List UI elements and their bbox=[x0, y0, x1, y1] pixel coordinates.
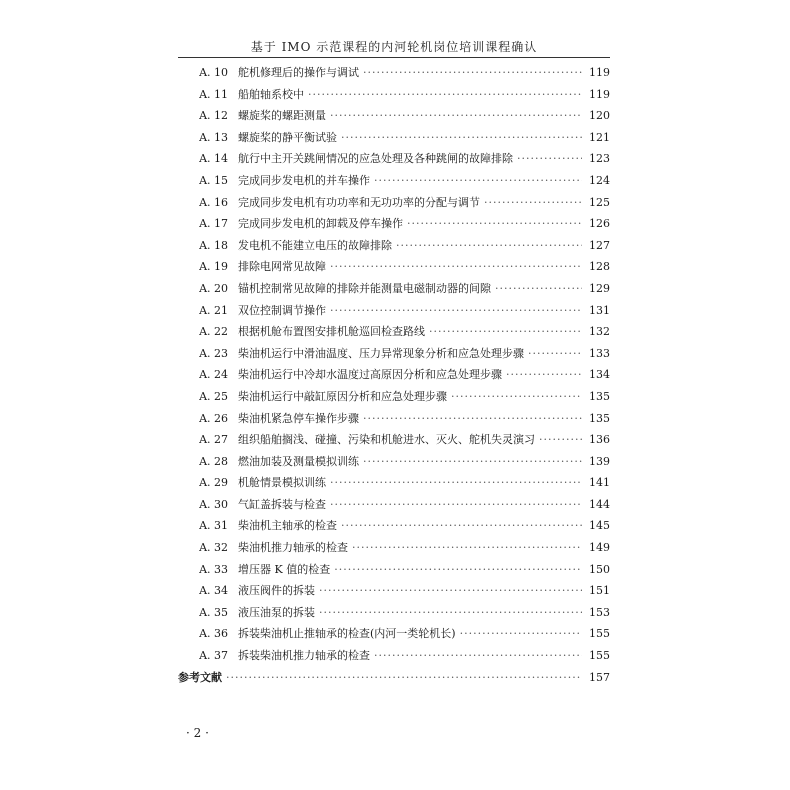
toc-entry-page: 124 bbox=[589, 173, 610, 187]
dot-leader bbox=[337, 515, 582, 537]
toc-entry[interactable] bbox=[178, 300, 610, 322]
toc-entry-title: 增压器 K 值的检查 bbox=[238, 562, 331, 576]
toc-entry-title: 完成同步发电机有功功率和无功功率的分配与调节 bbox=[238, 195, 480, 209]
toc-entry-title: 柴油机运行中敲缸原因分析和应急处理步骤 bbox=[238, 389, 447, 403]
dot-leader bbox=[502, 364, 582, 386]
toc-entry-title: 双位控制调节操作 bbox=[238, 303, 326, 317]
dot-leader bbox=[315, 602, 582, 624]
dot-leader bbox=[326, 105, 582, 127]
toc-entry-number: A. 16 bbox=[199, 195, 228, 209]
toc-entry-title: 螺旋桨的螺距测量 bbox=[238, 109, 326, 123]
toc-entry-page: 145 bbox=[589, 519, 610, 533]
toc-entry-number: A. 22 bbox=[199, 325, 228, 339]
toc-entry[interactable] bbox=[178, 213, 610, 235]
toc-entry-title: 拆装柴油机止推轴承的检查(内河一类轮机长) bbox=[238, 627, 456, 641]
toc-entry-page: 139 bbox=[589, 454, 610, 468]
toc-entry-title: 根据机舱布置图安排机舱巡回检查路线 bbox=[238, 325, 425, 339]
dot-leader bbox=[304, 84, 582, 106]
toc-entry[interactable] bbox=[178, 429, 610, 451]
toc-entry-number: A. 17 bbox=[199, 217, 228, 231]
toc-entry-page: 144 bbox=[589, 497, 610, 511]
toc-entry-page: 128 bbox=[589, 260, 610, 274]
toc-entry-page: 155 bbox=[589, 627, 610, 641]
toc-entry-title: 排除电网常见故障 bbox=[238, 260, 326, 274]
toc-entry-number: A. 23 bbox=[199, 346, 228, 360]
dot-leader bbox=[480, 192, 582, 214]
toc-entry-title: 完成同步发电机的并车操作 bbox=[238, 173, 370, 187]
dot-leader bbox=[337, 127, 582, 149]
toc-entry[interactable] bbox=[178, 278, 610, 300]
toc-entry-page: 135 bbox=[589, 389, 610, 403]
toc-entry-number: A. 29 bbox=[199, 476, 228, 490]
toc-entry[interactable] bbox=[178, 148, 610, 170]
toc-entry-title: 完成同步发电机的卸载及停车操作 bbox=[238, 217, 403, 231]
toc-entry-title: 柴油机运行中滑油温度、压力异常现象分析和应急处理步骤 bbox=[238, 346, 524, 360]
toc-entry-number: A. 12 bbox=[199, 109, 228, 123]
toc-entry[interactable] bbox=[178, 364, 610, 386]
dot-leader bbox=[392, 235, 582, 257]
toc-entry-page: 134 bbox=[589, 368, 610, 382]
toc-entry[interactable] bbox=[178, 602, 610, 624]
toc-entry-title: 液压油泵的拆装 bbox=[238, 605, 315, 619]
toc-entry-page: 125 bbox=[589, 195, 610, 209]
dot-leader bbox=[348, 537, 582, 559]
toc-entry-title: 液压阀件的拆装 bbox=[238, 584, 315, 598]
dot-leader bbox=[425, 321, 582, 343]
dot-leader bbox=[513, 148, 582, 170]
toc-entry-page: 121 bbox=[589, 130, 610, 144]
dot-leader bbox=[359, 451, 582, 473]
toc-entry-page: 132 bbox=[589, 325, 610, 339]
dot-leader bbox=[491, 278, 582, 300]
toc-entry-title: 柴油机紧急停车操作步骤 bbox=[238, 411, 359, 425]
toc-entry[interactable] bbox=[178, 127, 610, 149]
toc-entry-number: A. 35 bbox=[199, 605, 228, 619]
toc-entry-number: A. 21 bbox=[199, 303, 228, 317]
dot-leader bbox=[315, 580, 582, 602]
running-header: 基于 IMO 示范课程的内河轮机岗位培训课程确认 bbox=[250, 40, 538, 54]
toc-entry-number: A. 25 bbox=[199, 389, 228, 403]
dot-leader bbox=[359, 62, 582, 84]
dot-leader bbox=[447, 386, 582, 408]
toc-entry[interactable] bbox=[178, 472, 610, 494]
toc-entry-number: A. 24 bbox=[199, 368, 228, 382]
header-rule bbox=[178, 57, 610, 58]
toc-entry-page: 119 bbox=[589, 87, 610, 101]
toc-entry-page: 119 bbox=[589, 66, 610, 79]
dot-leader bbox=[456, 623, 582, 645]
toc-entry-title: 航行中主开关跳闸情况的应急处理及各种跳闸的故障排除 bbox=[238, 152, 513, 166]
toc-entry[interactable] bbox=[178, 623, 610, 645]
toc-entry-references[interactable] bbox=[178, 667, 610, 689]
dot-leader bbox=[359, 408, 582, 430]
references-page: 157 bbox=[589, 670, 610, 684]
toc-entry-page: 120 bbox=[589, 109, 610, 123]
toc-entry-title: 发电机不能建立电压的故障排除 bbox=[238, 238, 392, 252]
toc-entry[interactable] bbox=[178, 580, 610, 602]
table-of-contents bbox=[178, 62, 610, 688]
toc-entry-page: 129 bbox=[589, 281, 610, 295]
dot-leader bbox=[535, 429, 582, 451]
toc-entry-title: 柴油机推力轴承的检查 bbox=[238, 541, 348, 555]
toc-entry-page: 153 bbox=[589, 605, 610, 619]
toc-entry[interactable] bbox=[178, 537, 610, 559]
toc-entry[interactable] bbox=[178, 645, 610, 667]
toc-entry-number: A. 14 bbox=[199, 152, 228, 166]
toc-entry-number: A. 11 bbox=[199, 87, 228, 101]
toc-entry[interactable] bbox=[178, 386, 610, 408]
dot-leader bbox=[370, 645, 582, 667]
toc-entry-number: A. 36 bbox=[199, 627, 228, 641]
dot-leader bbox=[326, 256, 582, 278]
toc-entry-title: 柴油机运行中冷却水温度过高原因分析和应急处理步骤 bbox=[238, 368, 502, 382]
toc-entry-number: A. 28 bbox=[199, 454, 228, 468]
toc-entry[interactable] bbox=[178, 192, 610, 214]
toc-entry[interactable] bbox=[178, 494, 610, 516]
dot-leader bbox=[403, 213, 582, 235]
toc-entry-page: 149 bbox=[589, 541, 610, 555]
toc-entry[interactable] bbox=[178, 343, 610, 365]
dot-leader bbox=[326, 472, 582, 494]
toc-entry-title: 螺旋桨的静平衡试验 bbox=[238, 130, 337, 144]
toc-entry[interactable] bbox=[178, 170, 610, 192]
toc-entry[interactable] bbox=[178, 559, 610, 581]
references-title: 参考文献 bbox=[178, 670, 222, 684]
toc-entry[interactable] bbox=[178, 408, 610, 430]
toc-entry-title: 气缸盖拆装与检查 bbox=[238, 497, 326, 511]
dot-leader bbox=[330, 559, 582, 581]
toc-entry-title: 拆装柴油机推力轴承的检查 bbox=[238, 649, 370, 663]
toc-entry-number: A. 26 bbox=[199, 411, 228, 425]
toc-entry-number: A. 33 bbox=[199, 562, 228, 576]
page-number: · 2 · bbox=[186, 726, 209, 740]
toc-entry-number: A. 15 bbox=[199, 173, 228, 187]
toc-entry-title: 组织船舶搁浅、碰撞、污染和机舱进水、灭火、舵机失灵演习 bbox=[238, 433, 535, 447]
toc-entry-number: A. 37 bbox=[199, 649, 228, 663]
toc-entry-title: 燃油加装及测量模拟训练 bbox=[238, 454, 359, 468]
toc-entry-number: A. 20 bbox=[199, 281, 228, 295]
toc-entry[interactable] bbox=[178, 105, 610, 127]
toc-entry-page: 133 bbox=[589, 346, 610, 360]
toc-entry[interactable] bbox=[178, 515, 610, 537]
toc-entry-page: 126 bbox=[589, 217, 610, 231]
dot-leader bbox=[524, 343, 582, 365]
toc-entry-number: A. 30 bbox=[199, 497, 228, 511]
toc-entry-title: 柴油机主轴承的检查 bbox=[238, 519, 337, 533]
toc-entry-number: A. 27 bbox=[199, 433, 228, 447]
toc-entry-number: A. 10 bbox=[199, 66, 228, 79]
toc-entry-page: 155 bbox=[589, 649, 610, 663]
toc-entry-page: 136 bbox=[589, 433, 610, 447]
toc-entry-number: A. 19 bbox=[199, 260, 228, 274]
toc-entry-title: 舵机修理后的操作与调试 bbox=[238, 66, 359, 79]
toc-entry[interactable] bbox=[178, 62, 610, 84]
dot-leader bbox=[326, 494, 582, 516]
toc-entry[interactable] bbox=[178, 451, 610, 473]
toc-entry[interactable] bbox=[178, 321, 610, 343]
toc-entry[interactable] bbox=[178, 84, 610, 106]
dot-leader bbox=[326, 300, 582, 322]
toc-entry-number: A. 34 bbox=[199, 584, 228, 598]
toc-entry[interactable] bbox=[178, 256, 610, 278]
toc-entry-number: A. 32 bbox=[199, 541, 228, 555]
toc-entry-title: 船舶轴系校中 bbox=[238, 87, 304, 101]
toc-entry-title: 机舱情景模拟训练 bbox=[238, 476, 326, 490]
toc-entry-page: 131 bbox=[589, 303, 610, 317]
toc-entry-number: A. 31 bbox=[199, 519, 228, 533]
dot-leader bbox=[222, 667, 582, 689]
toc-entry-page: 135 bbox=[589, 411, 610, 425]
toc-entry-page: 141 bbox=[589, 476, 610, 490]
toc-entry[interactable] bbox=[178, 235, 610, 257]
toc-entry-page: 123 bbox=[589, 152, 610, 166]
dot-leader bbox=[370, 170, 582, 192]
toc-entry-page: 127 bbox=[589, 238, 610, 252]
toc-entry-page: 151 bbox=[589, 584, 610, 598]
toc-entry-title: 锚机控制常见故障的排除并能测量电磁制动器的间隙 bbox=[238, 281, 491, 295]
toc-entry-page: 150 bbox=[589, 562, 610, 576]
toc-entry-number: A. 18 bbox=[199, 238, 228, 252]
toc-entry-number: A. 13 bbox=[199, 130, 228, 144]
